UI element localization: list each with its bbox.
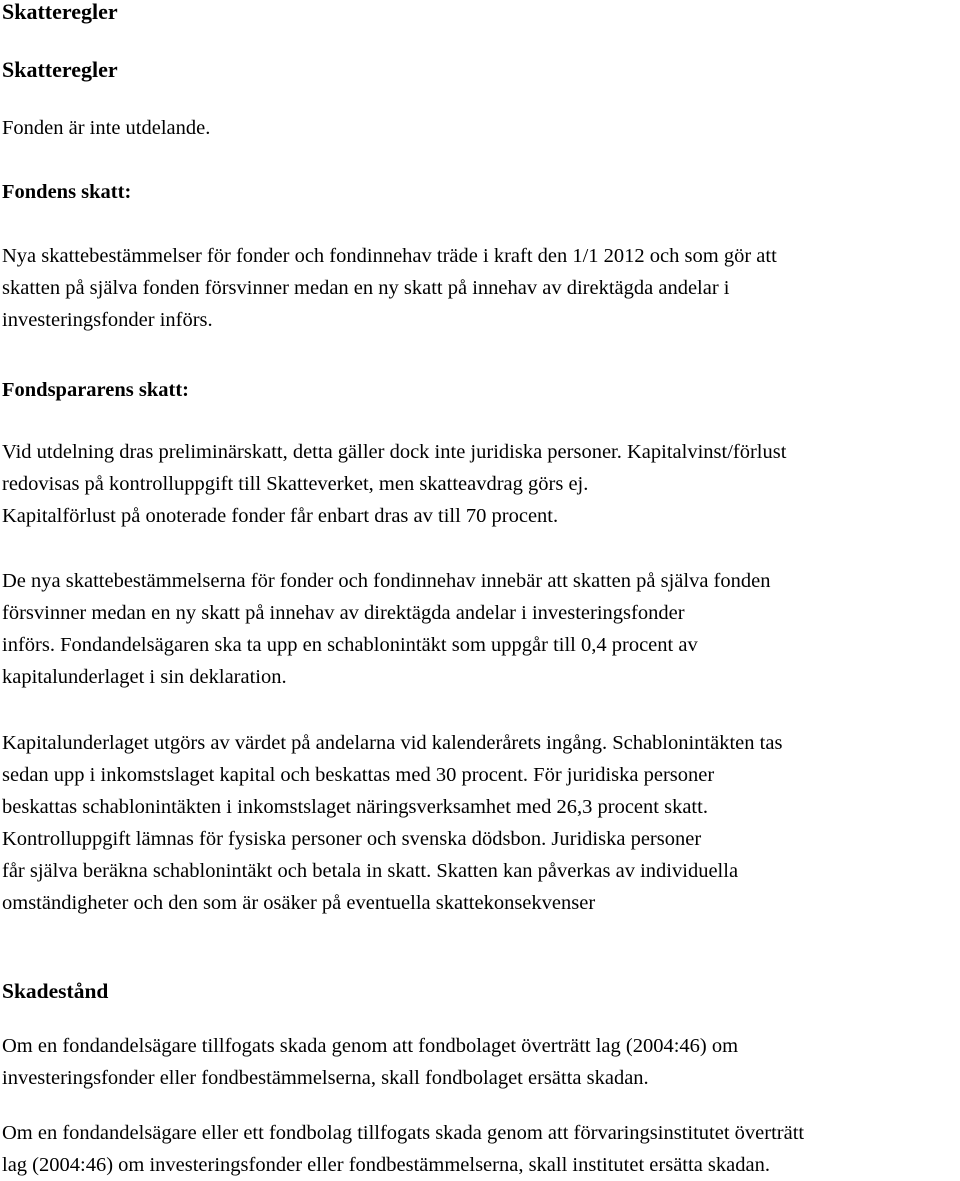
paragraph-line: Om en fondandelsägare eller ett fondbolag tillfogats skada genom att förvaringsinstitutet överträtt — [2, 1122, 805, 1144]
paragraph-line: De nya skattebestämmelserna för fonder och fondinnehav innebär att skatten på själva fonden — [2, 570, 771, 592]
paragraph-line: kapitalunderlaget i sin deklaration. — [2, 666, 287, 688]
section-heading-fondspararens-skatt: Fondspararens skatt: — [2, 379, 189, 401]
paragraph-line: skatten på själva fonden försvinner medan en ny skatt på innehav av direktägda andelar i — [2, 277, 730, 299]
paragraph-line: införs. Fondandelsägaren ska ta upp en schablonintäkt som uppgår till 0,4 procent av — [2, 634, 698, 656]
paragraph-line: Kapitalförlust på onoterade fonder får enbart dras av till 70 procent. — [2, 505, 559, 527]
paragraph-line: försvinner medan en ny skatt på innehav av direktägda andelar i investeringsfonder — [2, 602, 685, 624]
section-heading-fondens-skatt: Fondens skatt: — [2, 181, 132, 203]
page-title: Skatteregler — [2, 0, 118, 24]
paragraph-line: lag (2004:46) om investeringsfonder eller fondbestämmelserna, skall institutet ersätta skadan. — [2, 1154, 770, 1176]
paragraph-line: beskattas schablonintäkten i inkomstslaget näringsverksamhet med 26,3 procent skatt. — [2, 796, 708, 818]
paragraph-line: Kapitalunderlaget utgörs av värdet på andelarna vid kalenderårets ingång. Schablonintäkten tas — [2, 732, 783, 754]
section-heading-skadestand: Skadestånd — [2, 979, 109, 1003]
document-title: Skatteregler — [2, 57, 118, 82]
paragraph-line: Vid utdelning dras preliminärskatt, detta gäller dock inte juridiska personer. Kapitalvinst/förlust — [2, 441, 787, 463]
paragraph-line: redovisas på kontrolluppgift till Skatteverket, men skatteavdrag görs ej. — [2, 473, 589, 495]
paragraph-line: Kontrolluppgift lämnas för fysiska personer och svenska dödsbon. Juridiska personer — [2, 828, 702, 850]
paragraph-line: investeringsfonder eller fondbestämmelserna, skall fondbolaget ersätta skadan. — [2, 1067, 649, 1089]
paragraph-line: omständigheter och den som är osäker på eventuella skattekonsekvenser — [2, 892, 596, 914]
paragraph-line: får själva beräkna schablonintäkt och betala in skatt. Skatten kan påverkas av individuella — [2, 860, 739, 882]
paragraph-line: investeringsfonder införs. — [2, 309, 213, 331]
paragraph-line: Om en fondandelsägare tillfogats skada genom att fondbolaget överträtt lag (2004:46) om — [2, 1035, 739, 1057]
paragraph-line: Nya skattebestämmelser för fonder och fondinnehav träde i kraft den 1/1 2012 och som gör att — [2, 245, 777, 267]
paragraph-line: sedan upp i inkomstslaget kapital och beskattas med 30 procent. För juridiska personer — [2, 764, 715, 786]
intro-text: Fonden är inte utdelande. — [2, 117, 211, 139]
